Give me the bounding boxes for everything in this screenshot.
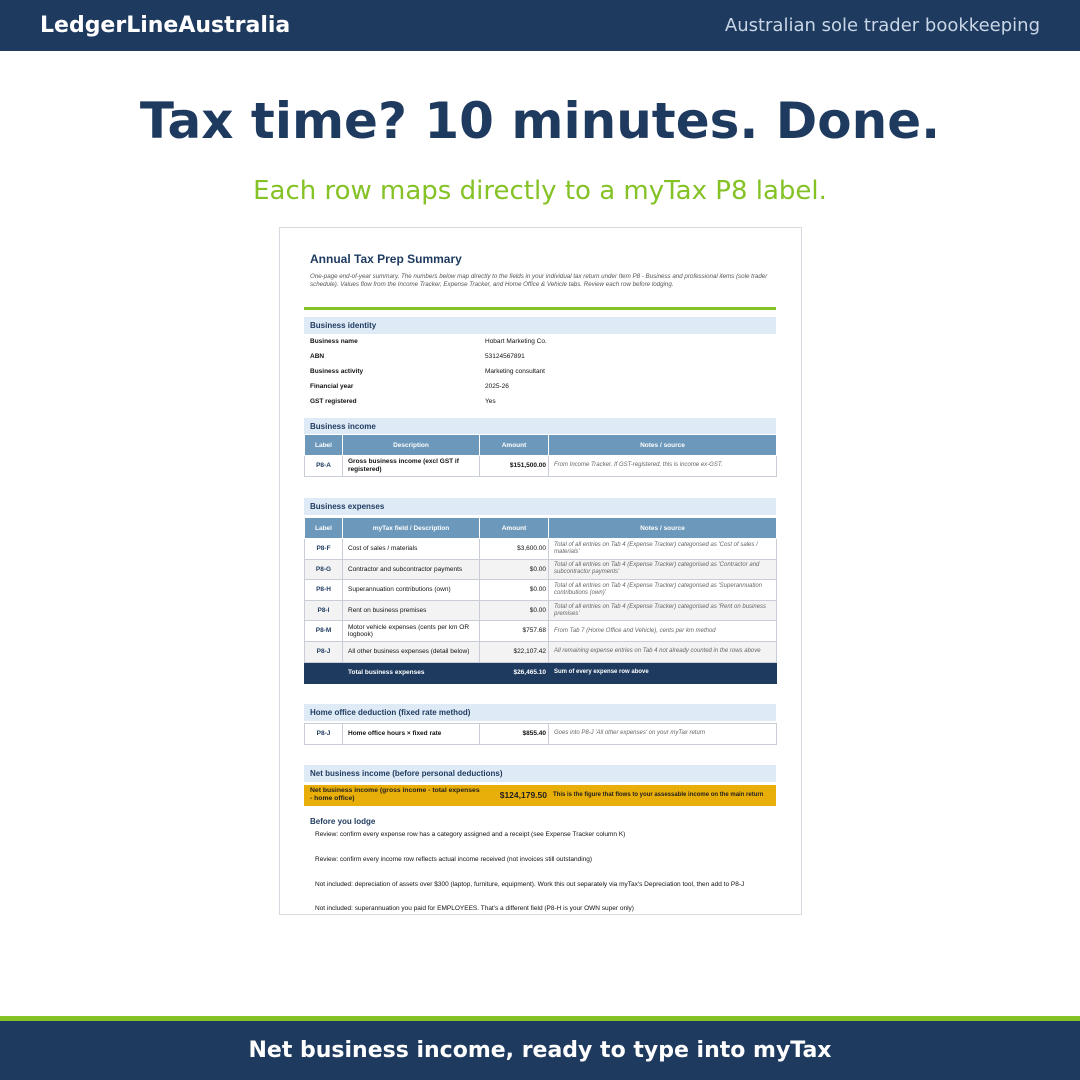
table-header-row [305,435,777,456]
identity-key: GST registered [310,398,357,405]
identity-value: Yes [485,398,496,405]
column-header: Amount [480,435,549,456]
section-business-identity: Business identity [304,317,776,334]
table-row [305,580,777,601]
net-income-amount: $124,179.50 [499,790,547,800]
top-bar [0,0,1080,51]
row-amount: $0.00 [480,580,549,601]
identity-value: Hobart Marketing Co. [485,338,547,345]
section-business-income: Business income [304,418,776,435]
income-table [304,434,777,477]
row-note: From Income Tracker. If GST-registered, this is income ex-GST. [549,456,777,477]
section-net-income: Net business income (before personal deductions) [304,765,776,782]
row-note: Total of all entries on Tab 4 (Expense Tracker) categorised as 'Superannuation contributions (own)' [549,580,777,601]
row-description: Motor vehicle expenses (cents per km OR logbook) [343,621,480,642]
net-income-description: Net business income (gross income - total expenses - home office) [310,787,480,802]
table-header-row [305,518,777,539]
home-office-table [304,723,777,745]
row-label: P8-A [305,456,343,477]
identity-value: 2025-26 [485,383,509,390]
row-description: Gross business income (excl GST if registered) [343,456,480,477]
row-label: P8-I [305,600,343,621]
table-row [305,724,777,745]
lodge-checklist-item: Not included: depreciation of assets over $300 (laptop, furniture, equipment). Work this out separately via myTax's Depreciation tool, then add to P8-J [315,881,745,888]
row-note: Total of all entries on Tab 4 (Expense Tracker) categorised as 'Contractor and subcontractor payments' [549,559,777,580]
row-amount: $855.40 [480,724,549,745]
tagline: Australian sole trader bookkeeping [724,15,1040,36]
row-description: All other business expenses (detail below) [343,641,480,662]
identity-key: ABN [310,353,325,360]
row-amount: $3,600.00 [480,539,549,560]
divider [304,307,776,310]
identity-key: Financial year [310,383,354,390]
total-row [305,662,777,683]
row-note: All remaining expense entries on Tab 4 not already counted in the rows above [549,641,777,662]
row-description: Rent on business premises [343,600,480,621]
lodge-checklist-item: Not included: superannuation you paid for EMPLOYEES. That's a different field (P8-H is your OWN super only) [315,905,634,912]
row-amount: $26,465.10 [480,662,549,683]
column-header: Notes / source [549,435,777,456]
row-label: P8-G [305,559,343,580]
row-note: Goes into P8-J 'All other expenses' on your myTax return [549,724,777,745]
table-row [305,456,777,477]
row-description: Contractor and subcontractor payments [343,559,480,580]
column-header: Description [343,435,480,456]
sheet-title: Annual Tax Prep Summary [310,252,462,266]
row-label: P8-J [305,724,343,745]
footer-banner: Net business income, ready to type into myTax [0,1021,1080,1080]
sheet-intro: One-page end-of-year summary. The numbers below map directly to the fields in your individual tax return under Item P8 - Business and professional items (sole trader schedule). Values flow from the Income Tracker, Expense Tracker, and Home Office & Vehicle tabs. Review each row before lodging. [310,273,768,288]
hero-subline: Each row maps directly to a myTax P8 label. [253,176,827,206]
identity-row [304,334,776,349]
tax-summary-preview [279,227,802,915]
row-amount: $757.68 [480,621,549,642]
identity-row [304,364,776,379]
column-header: Amount [480,518,549,539]
row-label: P8-F [305,539,343,560]
row-note: Total of all entries on Tab 4 (Expense Tracker) categorised as 'Rent on business premises' [549,600,777,621]
row-label: P8-J [305,641,343,662]
row-description: Superannuation contributions (own) [343,580,480,601]
hero-headline: Tax time? 10 minutes. Done. [139,92,941,150]
table-row [305,641,777,662]
row-amount: $151,500.00 [480,456,549,477]
column-header: myTax field / Description [343,518,480,539]
table-row [305,539,777,560]
identity-value: 53124567891 [485,353,525,360]
row-description: Total business expenses [343,662,480,683]
row-amount: $0.00 [480,600,549,621]
identity-key: Business activity [310,368,364,375]
row-amount: $22,107.42 [480,641,549,662]
row-label [305,662,343,683]
identity-row [304,394,776,409]
table-row [305,559,777,580]
section-home-office: Home office deduction (fixed rate method) [304,704,776,721]
row-description: Cost of sales / materials [343,539,480,560]
identity-row [304,349,776,364]
column-header: Notes / source [549,518,777,539]
lodge-checklist-item: Review: confirm every expense row has a category assigned and a receipt (see Expense Tracker column K) [315,831,626,838]
brand-name[interactable]: LedgerLineAustralia [40,13,291,38]
lodge-checklist-item: Review: confirm every income row reflects actual income received (not invoices still outstanding) [315,856,593,863]
table-row [305,600,777,621]
row-amount: $0.00 [480,559,549,580]
net-income-row [304,785,776,806]
section-business-expenses: Business expenses [304,498,776,515]
row-label: P8-M [305,621,343,642]
row-description: Home office hours × fixed rate [343,724,480,745]
net-income-note: This is the figure that flows to your assessable income on the main return [553,792,764,798]
identity-value: Marketing consultant [485,368,545,375]
row-note: Sum of every expense row above [549,662,777,683]
column-header: Label [305,518,343,539]
table-row [305,621,777,642]
identity-row [304,379,776,394]
expenses-table [304,517,777,684]
identity-key: Business name [310,338,358,345]
row-label: P8-H [305,580,343,601]
before-you-lodge-heading: Before you lodge [310,817,376,826]
row-note: From Tab 7 (Home Office and Vehicle), cents per km method [549,621,777,642]
column-header: Label [305,435,343,456]
row-note: Total of all entries on Tab 4 (Expense Tracker) categorised as 'Cost of sales / materials' [549,539,777,560]
